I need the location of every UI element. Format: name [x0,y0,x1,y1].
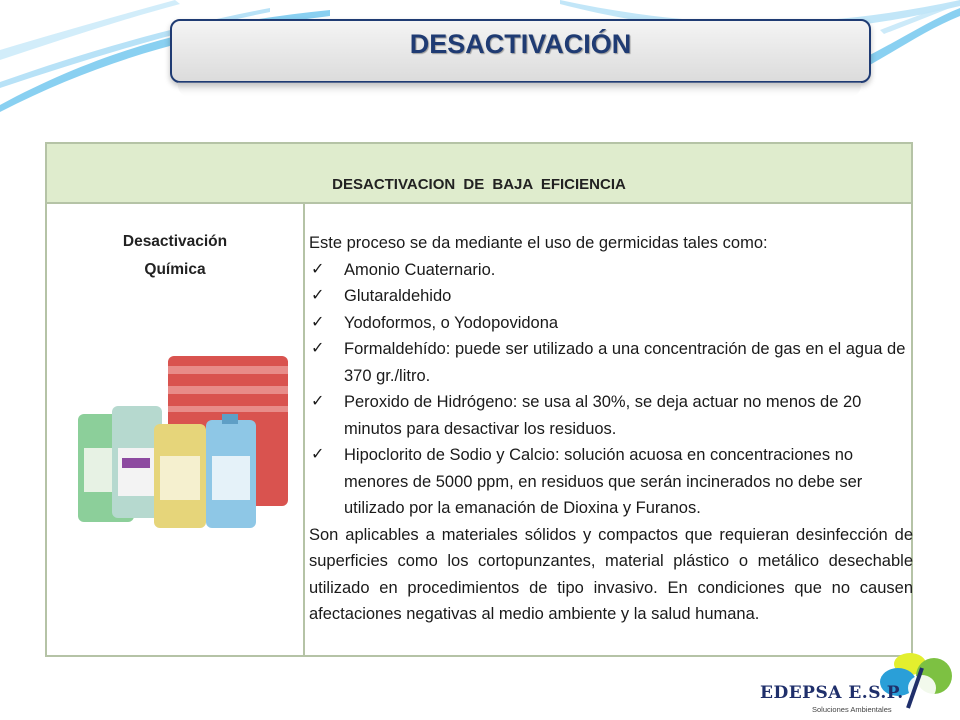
checkmark-icon: ✓ [311,313,325,331]
list-item [309,257,913,284]
edepsa-logo [760,648,956,718]
closing-paragraph: Son aplicables a materiales sólidos y compactos que requieran desinfección de superficies como los cortopunzantes, material plástico o metálico desechable utilizado en procedimientos de tipo invasivo. En condiciones que no causen afectaciones negativas al medio ambiente y la salud humana. [309,525,913,623]
list-item-text: Glutaraldehido [344,287,452,305]
logo-tagline: Soluciones Ambientales [812,705,892,714]
table-header-text: DESACTIVACION DE BAJA EFICIENCIA [332,176,626,193]
checkmark-icon: ✓ [311,340,325,357]
intro-text: Este proceso se da mediante el uso de germicidas tales como: [309,234,768,252]
list-item [309,283,913,310]
column-divider [303,202,305,655]
title-box [170,19,871,83]
logo-name: EDEPSA E.S.P. [760,683,904,703]
list-item [309,442,913,522]
checkmark-icon: ✓ [311,287,325,304]
checkmark-icon: ✓ [311,393,325,410]
list-item-text: Hipoclorito de Sodio y Calcio: solución acuosa en concentraciones no menores de 5000 ppm, en residuos que serán incinerados no debe ser utilizado por la emanación de Dioxina y Furanos. [344,446,863,517]
list-item [309,389,913,442]
list-item [309,336,913,389]
checkmark-icon: ✓ [311,446,325,463]
list-item [309,310,913,337]
list-item-text: Yodoformos, o Yodopovidona [344,313,559,332]
left-column-label [47,228,303,284]
list-item-text: Peroxido de Hidrógeno: se usa al 30%, se deja actuar no menos de 20 minutos para desactivar los residuos. [344,393,862,438]
title-reflection [178,82,861,96]
chemical-bottles-image [72,352,292,530]
left-label-line-2: Química [144,261,206,278]
table-header [47,144,911,204]
germicide-list [309,257,913,522]
checkmark-icon: ✓ [311,260,325,278]
right-column-content [309,230,913,628]
left-label-line-1: Desactivación [122,233,228,250]
list-item-text: Formaldehído: puede ser utilizado a una concentración de gas en el agua de 370 gr./litro. [344,340,906,385]
list-item-text: Amonio Cuaternario. [344,260,496,279]
slide-title: DESACTIVACIÓN [409,29,632,59]
